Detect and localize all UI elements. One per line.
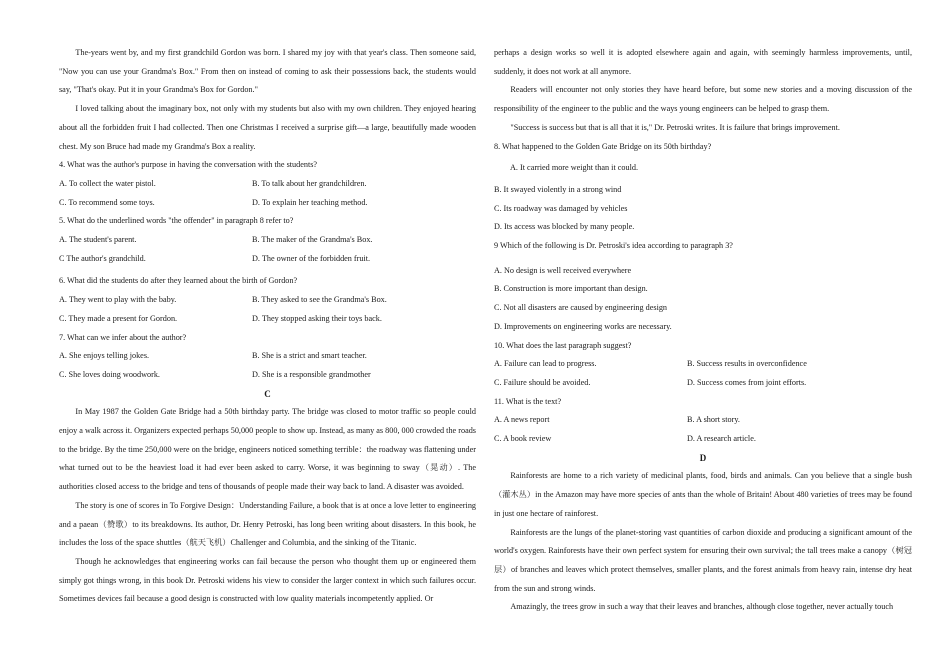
paragraph: Amazingly, the trees grow in such a way that their leaves and branches, although close together, never actually touch xyxy=(510,602,894,612)
option-9d: D. Improvements on engineering works are necessary. xyxy=(494,321,672,331)
question-10: 10. What does the last paragraph suggest? xyxy=(494,340,632,350)
option-9c: C. Not all disasters are caused by engineering design xyxy=(494,303,668,313)
option-10d: D. Success comes from joint efforts. xyxy=(687,377,807,387)
options-row xyxy=(59,231,476,250)
option-6d: D. They stopped asking their toys back. xyxy=(252,313,382,323)
option-6c: C. They made a present for Gordon. xyxy=(59,313,178,323)
options-row xyxy=(494,430,912,449)
option-6a: A. They went to play with the baby. xyxy=(59,295,177,305)
option-7c: C. She loves doing woodwork. xyxy=(59,369,160,379)
option-11c: C. A book review xyxy=(494,434,552,444)
right-column xyxy=(494,44,912,617)
option-8a: A. It carried more weight than it could. xyxy=(510,163,639,173)
option-11a: A. A news report xyxy=(494,415,550,425)
option-7b: B. She is a strict and smart teacher. xyxy=(252,351,367,361)
question-8: 8. What happened to the Golden Gate Bridge on its 50th birthday? xyxy=(494,141,712,151)
option-9a: A. No design is well received everywhere xyxy=(494,265,632,275)
option-4c: C. To recommend some toys. xyxy=(59,197,155,207)
paragraph: Though he acknowledges that engineering works can fail because the person who thought them up or engineered them simply got things wrong, in this book Dr. Petroski widens his view to consider the larger context in which such failures occur. Sometimes devices fail because a good design is constructed with low quality materials incompetently applied. Or xyxy=(59,556,476,604)
option-9b: B. Construction is more important than design. xyxy=(494,284,648,294)
option-10c: C. Failure should be avoided. xyxy=(494,377,591,387)
option-7d: D. She is a responsible grandmother xyxy=(252,369,371,379)
paragraph: The story is one of scores in To Forgive Design：Understanding Failure, a book that is at once a love letter to engineering and a paean（赞歌）to its breakdowns. Its author, Dr. Henry Petroski, has long been writing about disasters. In this book, he includes the loss of the space shuttles（航天飞机）Challenger and Columbia, and the sinking of the Titanic. xyxy=(59,500,476,548)
option-10b: B. Success results in overconfidence xyxy=(687,359,807,369)
options-row xyxy=(494,374,912,393)
paragraph: perhaps a design works so well it is adopted elsewhere again and again, with seemingly harmless improvements, until, suddenly, it does not work at all anymore. xyxy=(494,48,912,76)
option-4b: B. To talk about her grandchildren. xyxy=(252,178,367,188)
option-10a: A. Failure can lead to progress. xyxy=(494,359,597,369)
options-row xyxy=(59,291,476,310)
option-6b: B. They asked to see the Grandma's Box. xyxy=(252,295,387,305)
option-11b: B. A short story. xyxy=(687,415,740,425)
paragraph: Rainforests are the lungs of the planet-storing vast quantities of carbon dioxide and producing a significant amount of the world's oxygen. Rainforests have their own perfect system for ensuring their own survival; the tall trees make a canopy（树冠层）of branches and leaves which protect themselves, smaller plants, and the forest animals from heavy rain, intense dry heat from the sun and strong winds. xyxy=(494,527,912,593)
options-row xyxy=(59,194,476,213)
question-6: 6. What did the students do after they learned about the birth of Gordon? xyxy=(59,276,298,286)
question-5: 5. What do the underlined words "the offender" in paragraph 8 refer to? xyxy=(59,216,294,226)
option-7a: A. She enjoys telling jokes. xyxy=(59,351,150,361)
question-4: 4. What was the author's purpose in having the conversation with the students? xyxy=(59,160,318,170)
options-row xyxy=(494,411,912,430)
options-row xyxy=(59,250,476,269)
paragraph: In May 1987 the Golden Gate Bridge had a 50th birthday party. The bridge was closed to motor traffic so people could enjoy a walk across it. Organizers expected perhaps 50,000 people to show up. Instead, as many as 800, 000 crowded the roads to the bridge. By the time 250,000 were on the bridge, engineers noticed something terrible：the roadway was flattening under what turned out to be the heaviest load it had ever been asked to carry. Worse, it was beginning to sway（晃动）. The authorities closed access to the bridge and tens of thousands of people made their way back to land. A disaster was avoided. xyxy=(59,407,476,492)
option-5a: A. The student's parent. xyxy=(59,235,137,245)
option-11d: D. A research article. xyxy=(687,434,756,444)
question-11: 11. What is the text? xyxy=(494,396,562,406)
option-4a: A. To collect the water pistol. xyxy=(59,178,156,188)
option-5d: D. The owner of the forbidden fruit. xyxy=(252,253,371,263)
section-heading-c: C xyxy=(264,388,271,399)
options-row xyxy=(59,175,476,194)
option-5c: C The author's grandchild. xyxy=(59,253,146,263)
paragraph: Readers will encounter not only stories they have heard before, but some new stories and a moving discussion of the responsibility of the engineer to the public and the ways young engineers can be helped to grasp them. xyxy=(494,85,912,114)
paragraph: The-years went by, and my first grandchild Gordon was born. I shared my joy with that year's class. Then someone said, "Now you can use your Grandma's Box." From then on instead of coming to ask their possessions back, the students would say, "That's okay. Put it in your Grandma's Box for Gordon." xyxy=(59,48,476,95)
question-7: 7. What can we infer about the author? xyxy=(59,332,187,342)
paragraph: I loved talking about the imaginary box, not only with my students but also with my own children. They enjoyed hearing about all the forbidden fruit I had collected. Then one Christmas I received a surprise gift—a large, beautifully made wooden chest. My son Bruce had made my Grandma's Box a reality. xyxy=(59,104,476,151)
option-8b: B. It swayed violently in a strong wind xyxy=(494,184,622,194)
option-5b: B. The maker of the Grandma's Box. xyxy=(252,235,373,245)
option-8c: C. Its roadway was damaged by vehicles xyxy=(494,203,628,213)
left-column xyxy=(59,44,476,609)
options-row xyxy=(494,355,912,374)
question-9: 9 Which of the following is Dr. Petroski's idea according to paragraph 3? xyxy=(494,241,733,251)
options-row xyxy=(59,366,476,385)
option-8d: D. Its access was blocked by many people. xyxy=(494,222,635,232)
option-4d: D. To explain her teaching method. xyxy=(252,197,368,207)
paragraph: "Success is success but that is all that it is," Dr. Petroski writes. It is failure that brings improvement. xyxy=(510,122,840,132)
section-heading-d: D xyxy=(699,452,707,463)
options-row xyxy=(59,310,476,329)
paragraph: Rainforests are home to a rich variety of medicinal plants, food, birds and animals. Can you believe that a single bush（灌木丛）in the Amazon may have more species of ants than the whole of Britain! About 480 varieties of trees may be found in just one hectare of rainforest. xyxy=(494,471,912,518)
options-row xyxy=(59,347,476,366)
